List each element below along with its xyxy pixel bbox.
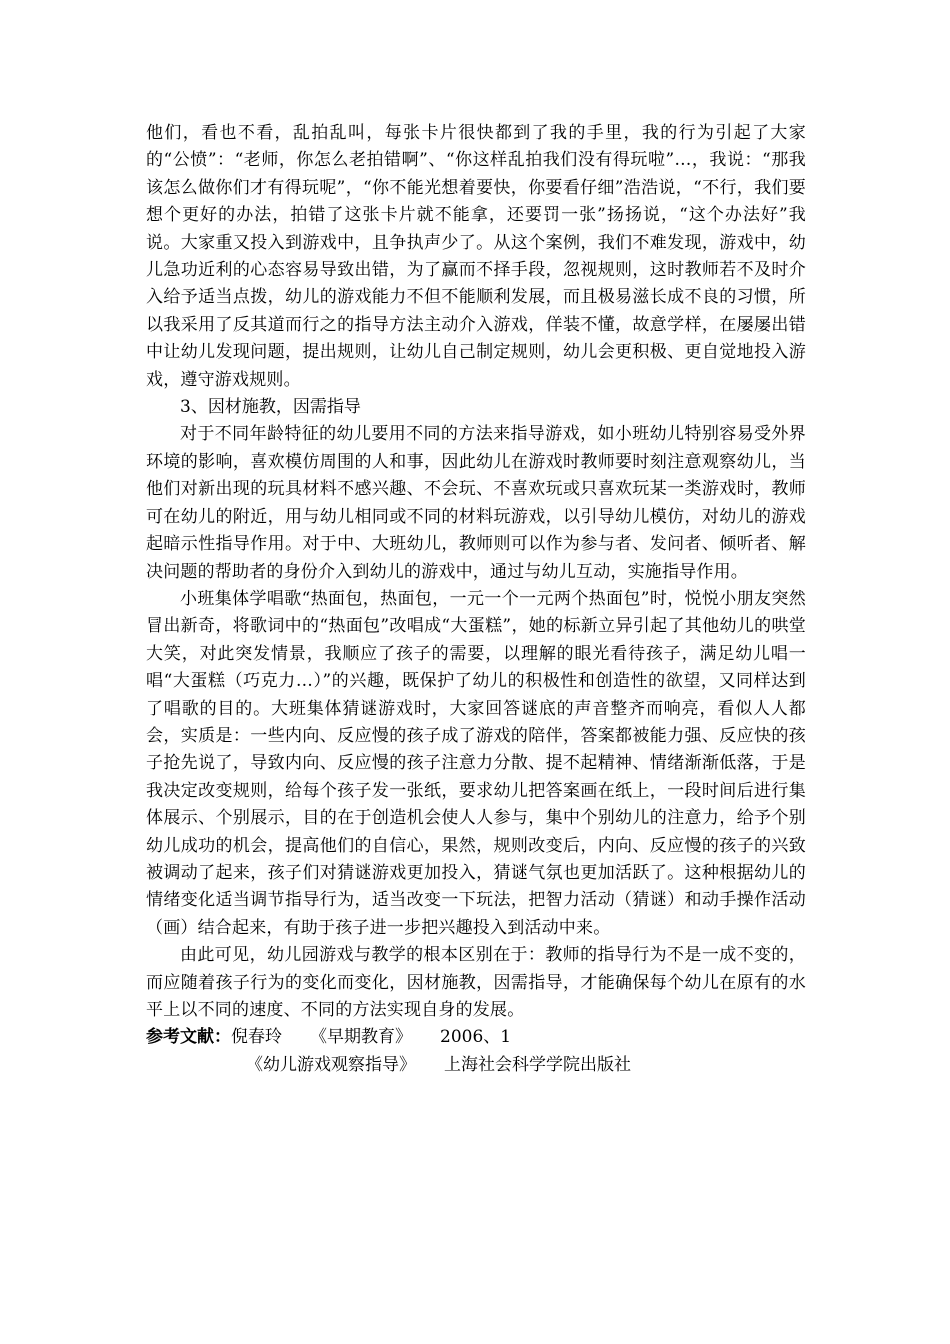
reference-title-2: 《幼儿游戏观察指导》: [246, 1054, 416, 1075]
section-heading: 3、因材施教，因需指导: [180, 397, 361, 418]
paragraph-case-example: 小班集体学唱歌“热面包，热面包，一元一个一元两个热面包”时，悦悦小朋友突然冒出新奇，将歌词中的“热面包”改唱成“大蛋糕”，她的标新立异引起了其他幼儿的哄堂大笑，对此突发情景，我顺应了孩子的需要，以理解的眼光看待孩子，满足幼儿唱一唱“大蛋糕（巧克力…）”的兴趣，既保护了幼儿的积极性和创造性的欲望，又同样达到了唱歌的目的。大班集体猜谜游戏时，大家回答谜底的声音整齐而响亮，看似人人都会，实质是：一些内向、反应慢的孩子成了游戏的陪伴，答案都被能力强、反应快的孩子抢先说了，导致内向、反应慢的孩子注意力分散、提不起精神、情绪渐渐低落，于是我决定改变规则，给每个孩子发一张纸，要求幼儿把答案画在纸上，一段时间后进行集体展示、个别展示，目的在于创造机会使人人参与，集中个别幼儿的注意力，给予个别幼儿成功的机会，提高他们的自信心，果然，规则改变后，内向、反应慢的孩子的兴致被调动了起来，孩子们对猜谜游戏更加投入，猜谜气氛也更加活跃了。这种根据幼儿的情绪变化适当调节指导行为，适当改变一下玩法，把智力活动（猜谜）和动手操作活动（画）结合起来，有助于孩子进一步把兴趣投入到活动中来。: [146, 588, 806, 938]
paragraph-continuation: 他们，看也不看，乱拍乱叫，每张卡片很快都到了我的手里，我的行为引起了大家的“公愤”：“老师，你怎么老拍错啊”、“你这样乱拍我们没有得玩啦”…，我说：“那我该怎么做你们才有得玩呢”，“你不能光想着要快，你要看仔细”浩浩说，“不行，我们要想个更好的办法，拍错了这张卡片就不能拿，还要罚一张”扬扬说，“这个办法好”我说。大家重又投入到游戏中，且争执声少了。从这个案例，我们不难发现，游戏中，幼儿急功近利的心态容易导致出错，为了赢而不择手段，忽视规则，这时教师若不及时介入给予适当点拨，幼儿的游戏能力不但不能顺利发展，而且极易滋长成不良的习惯，所以我采用了反其道而行之的指导方法主动介入游戏，佯装不懂，故意学样，在屡屡出错中让幼儿发现问题，提出规则，让幼儿自己制定规则，幼儿会更积极、更自觉地投入游戏，遵守游戏规则。: [146, 123, 806, 390]
paragraph-conclusion: 由此可见，幼儿园游戏与教学的根本区别在于：教师的指导行为不是一成不变的，而应随着孩子行为的变化而变化，因材施教，因需指导，才能确保每个幼儿在原有的水平上以不同的速度、不同的方法实现自身的发展。: [146, 945, 806, 1020]
reference-author: 倪春玲: [231, 1027, 282, 1048]
reference-publisher: 上海社会科学学院出版社: [444, 1054, 631, 1075]
document-page: [146, 120, 806, 1079]
paragraph-age-guidance: 对于不同年龄特征的幼儿要用不同的方法来指导游戏，如小班幼儿特别容易受外界环境的影响，喜欢模仿周围的人和事，因此幼儿在游戏时教师要时刻注意观察幼儿，当他们对新出现的玩具材料不感兴趣、不会玩、不喜欢玩或只喜欢玩某一类游戏时，教师可在幼儿的附近，用与幼儿相同或不同的材料玩游戏，以引导幼儿模仿，对幼儿的游戏起暗示性指导作用。对于中、大班幼儿，教师则可以作为参与者、发问者、倾听者、解决问题的帮助者的身份介入到幼儿的游戏中，通过与幼儿互动，实施指导作用。: [146, 424, 806, 582]
reference-year: 2006、1: [440, 1027, 512, 1048]
reference-line-1: [146, 1024, 806, 1051]
reference-title-1: 《早期教育》: [310, 1027, 412, 1048]
references-section: [146, 1024, 806, 1079]
reference-line-2: [146, 1052, 806, 1079]
references-label: 参考文献：: [146, 1027, 231, 1048]
